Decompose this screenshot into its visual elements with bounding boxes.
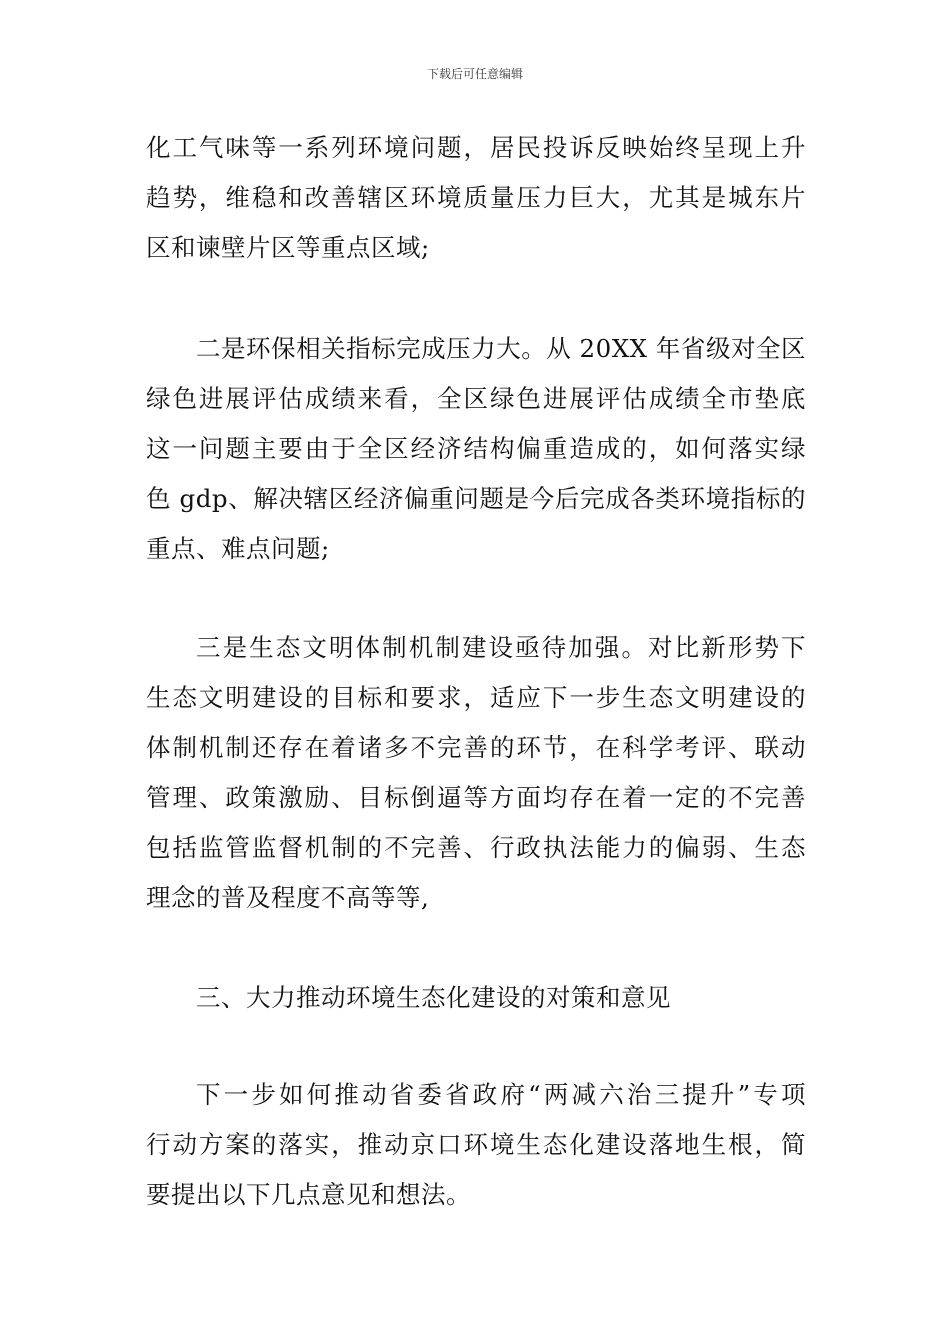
text-line: 化工气味等一系列环境问题，居民投诉反映始终呈现上升	[146, 133, 806, 162]
text-line: 行动方案的落实，推动京口环境生态化建设落地生根，简	[146, 1130, 806, 1159]
text-line: 重点、难点问题;	[146, 534, 330, 563]
text-line: 管理、政策激励、目标倒逼等方面均存在着一定的不完善	[146, 783, 806, 812]
section-heading: 三、大力推动环境生态化建设的对策和意见	[196, 983, 671, 1012]
text-line: 色 gdp、解决辖区经济偏重问题是今后完成各类环境指标的	[146, 484, 806, 513]
text-line: 包括监管监督机制的不完善、行政执法能力的偏弱、生态	[146, 833, 806, 862]
text-line: 区和谏壁片区等重点区域;	[146, 233, 430, 262]
text-line: 趋势，维稳和改善辖区环境质量压力巨大，尤其是城东片	[146, 183, 806, 212]
paragraph-first-line: 下一步如何推动省委省政府“两减六治三提升”专项	[196, 1080, 806, 1109]
text-line: 这一问题主要由于全区经济结构偏重造成的，如何落实绿	[146, 434, 806, 463]
text-line: 理念的普及程度不高等等,	[146, 883, 430, 912]
paragraph-first-line: 二是环保相关指标完成压力大。从 20XX 年省级对全区	[196, 334, 806, 363]
text-line: 要提出以下几点意见和想法。	[146, 1180, 471, 1209]
page-header: 下载后可任意编辑	[426, 67, 523, 81]
paragraph-first-line: 三是生态文明体制机制建设亟待加强。对比新形势下	[196, 633, 806, 662]
text-line: 绿色进展评估成绩来看，全区绿色进展评估成绩全市垫底	[146, 384, 806, 413]
text-line: 生态文明建设的目标和要求，适应下一步生态文明建设的	[146, 683, 806, 712]
text-line: 体制机制还存在着诸多不完善的环节，在科学考评、联动	[146, 733, 806, 762]
